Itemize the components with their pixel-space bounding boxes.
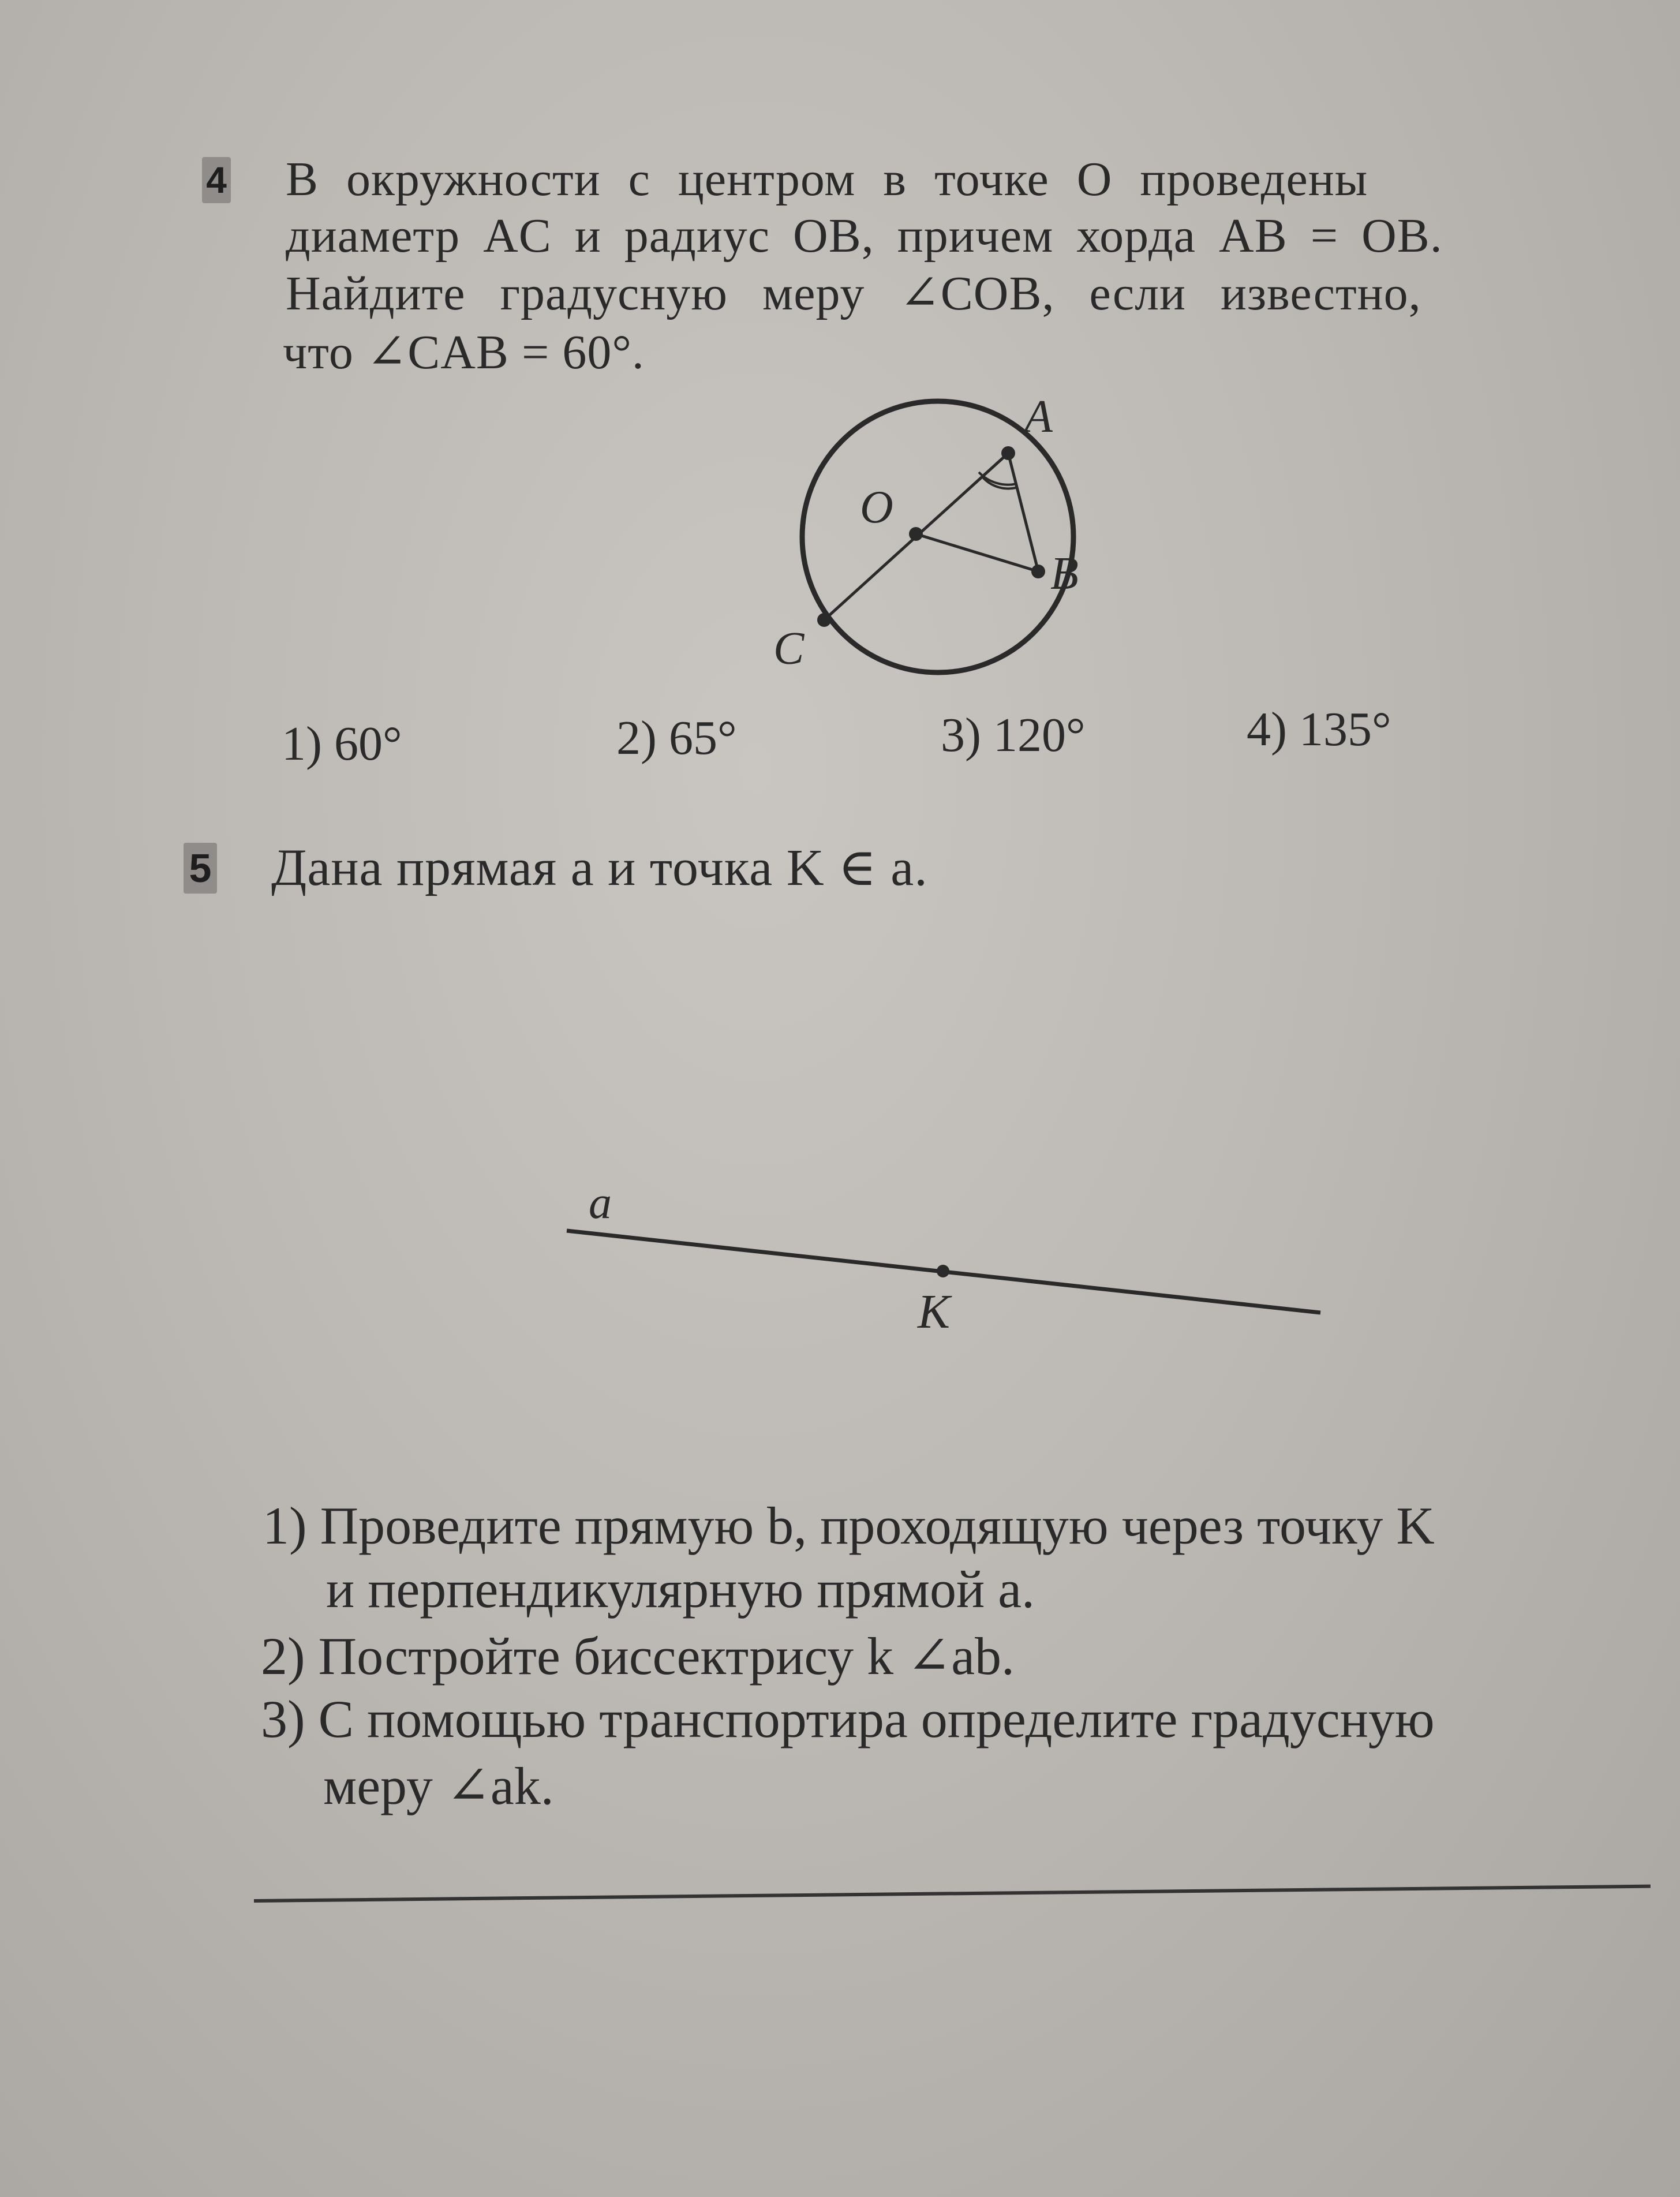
problem-4-line-1: В окружности с центром в точке O проведены (286, 152, 1368, 206)
task-3-line-2: меру ∠ak. (323, 1757, 554, 1815)
label-line-a: a (589, 1178, 612, 1228)
problem-5-number: 5 (184, 843, 217, 894)
option-1: 1) 60° (282, 717, 402, 771)
label-a: A (1024, 391, 1053, 442)
problem-4-line-3: Найдите градусную меру ∠COB, если известно, (286, 267, 1421, 320)
option-3: 3) 120° (941, 708, 1086, 762)
point-o (909, 527, 923, 541)
point-a (1001, 446, 1015, 460)
label-c: C (773, 623, 805, 674)
problem-4-line-2: диаметр AC и радиус OB, причем хорда AB = OB. (286, 209, 1443, 263)
radius-ob (916, 534, 1038, 571)
label-o: O (860, 482, 893, 533)
problem-4-number: 4 (202, 157, 231, 203)
point-b (1031, 565, 1045, 578)
line-figure (554, 1172, 1339, 1357)
task-1-line-2: и перпендикулярную прямой a. (326, 1560, 1035, 1619)
task-1-line-1: 1) Проведите прямую b, проходящую через точку K (263, 1496, 1435, 1555)
answer-line[interactable] (254, 1885, 1651, 1903)
circle-figure (750, 381, 1154, 704)
label-k: K (918, 1285, 951, 1339)
chord-ab (1008, 453, 1038, 571)
option-4: 4) 135° (1247, 703, 1391, 756)
point-k (937, 1265, 949, 1277)
task-3-line-1: 3) С помощью транспортира определите градусную (261, 1690, 1435, 1748)
label-b: B (1050, 548, 1079, 599)
option-2: 2) 65° (616, 711, 737, 765)
problem-4-line-4: что ∠CAB = 60°. (283, 326, 645, 379)
problem-5-statement: Дана прямая a и точка K ∈ a. (271, 839, 928, 896)
point-c (817, 613, 831, 627)
task-2: 2) Постройте биссектрису k ∠ab. (261, 1627, 1015, 1686)
